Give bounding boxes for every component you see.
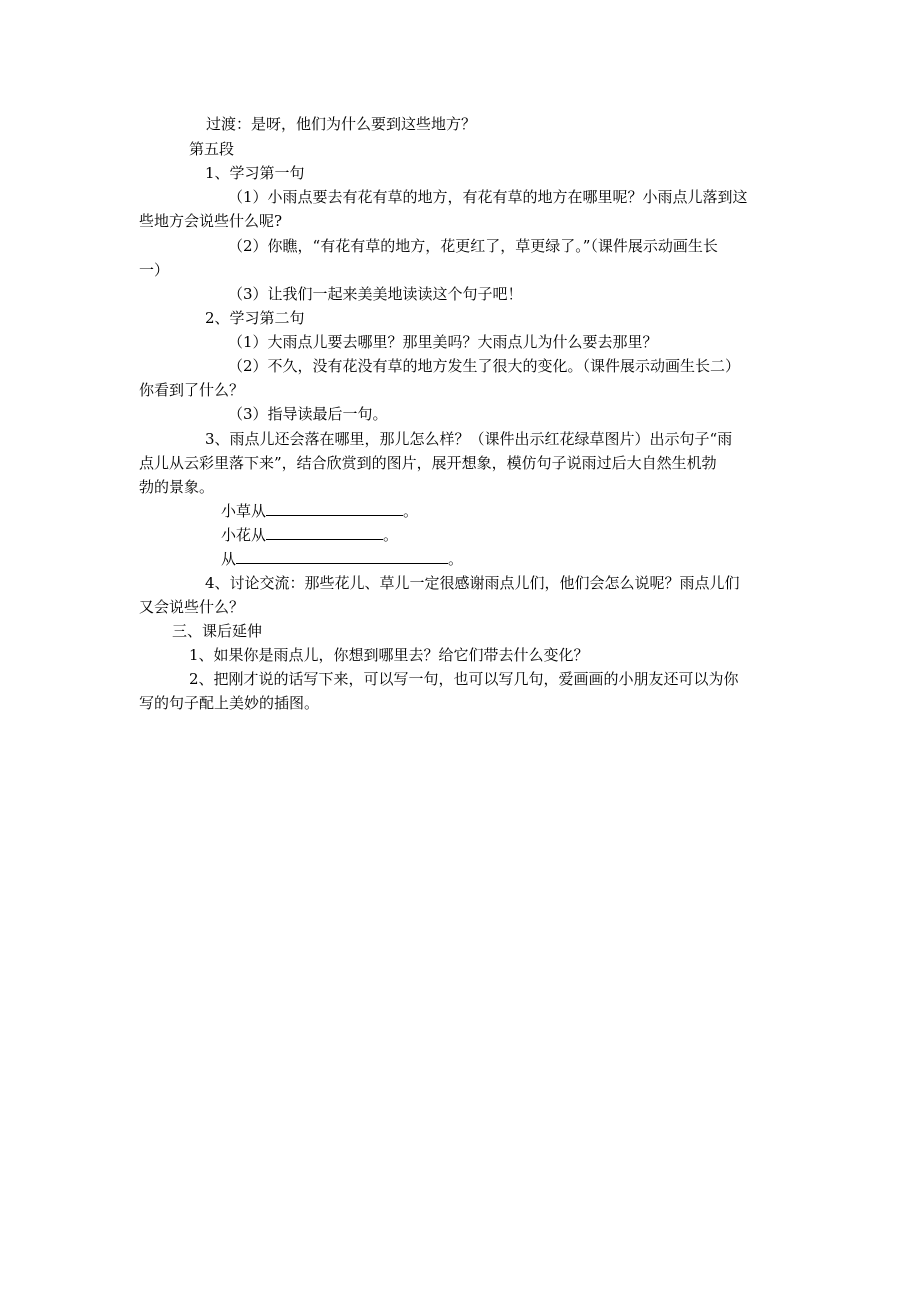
fill-in-end-mark: 。 [403, 502, 419, 520]
extension-item2-line2: 写的句子配上美妙的插图。 [139, 694, 320, 712]
part1-item1-line1: （1）小雨点要去有花有草的地方，有花有草的地方在哪里呢？小雨点儿落到这 [228, 188, 748, 206]
part1-title: 1、学习第一句 [205, 164, 305, 182]
fill-in-from [221, 549, 463, 569]
part2-item1: （1）大雨点儿要去哪里？那里美吗？大雨点儿为什么要去那里？ [228, 333, 658, 351]
part2-item3: （3）指导读最后一句。 [228, 405, 388, 423]
fill-in-blank [236, 549, 448, 564]
transition-line: 过渡：是呀，他们为什么要到这些地方？ [206, 115, 477, 133]
part1-item3: （3）让我们一起来美美地读读这个句子吧！ [228, 285, 523, 303]
fill-in-blank [266, 525, 383, 540]
fill-in-grass [221, 501, 418, 521]
fill-in-grass-prefix: 小草从 [221, 502, 267, 520]
part1-item2-line1: （2）你瞧，“有花有草的地方，花更红了，草更绿了。”（课件展示动画生长 [228, 237, 718, 255]
part4-line2: 又会说些什么？ [139, 598, 245, 616]
part2-item2-line2: 你看到了什么？ [139, 381, 245, 399]
fill-in-flower [221, 525, 398, 545]
part3-line1: 3、雨点儿还会落在哪里，那儿怎么样？（课件出示红花绿草图片）出示句子“雨 [205, 430, 733, 448]
fill-in-blank [266, 501, 403, 516]
fill-in-flower-prefix: 小花从 [221, 526, 267, 544]
fill-in-from-prefix: 从 [221, 550, 237, 568]
section-heading: 第五段 [189, 140, 235, 158]
fill-in-end-mark: 。 [448, 550, 464, 568]
part1-item1-line2: 些地方会说些什么呢? [139, 212, 283, 230]
part3-line3: 勃的景象。 [139, 478, 215, 496]
fill-in-end-mark: 。 [383, 526, 399, 544]
part2-title: 2、学习第二句 [205, 309, 305, 327]
extension-heading: 三、课后延伸 [172, 622, 263, 640]
part1-item2-line2: 一） [139, 261, 170, 279]
part4-line1: 4、讨论交流：那些花儿、草儿一定很感谢雨点儿们，他们会怎么说呢？雨点儿们 [205, 574, 740, 592]
part3-line2: 点儿从云彩里落下来”，结合欣赏到的图片，展开想象，模仿句子说雨过后大自然生机勃 [139, 454, 717, 472]
part2-item2-line1: （2）不久，没有花没有草的地方发生了很大的变化。（课件展示动画生长二） [228, 357, 741, 375]
extension-item1: 1、如果你是雨点儿，你想到哪里去？给它们带去什么变化？ [189, 646, 589, 664]
extension-item2-line1: 2、把刚才说的话写下来，可以写一句，也可以写几句，爱画画的小朋友还可以为你 [189, 670, 739, 688]
